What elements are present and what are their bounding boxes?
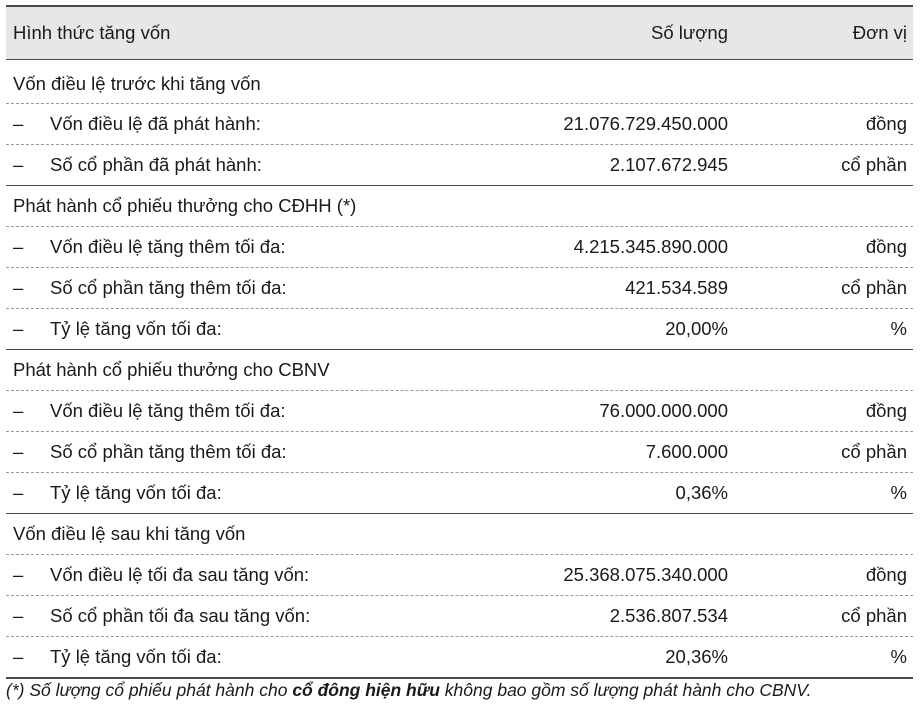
- row-quantity: 76.000.000.000: [599, 400, 728, 421]
- row-label: Vốn điều lệ tối đa sau tăng vốn:: [50, 564, 310, 585]
- table-row: [6, 596, 913, 637]
- row-label: Số cổ phần đã phát hành:: [50, 154, 262, 175]
- row-unit: %: [890, 482, 907, 503]
- table-row: [6, 432, 913, 473]
- row-unit: %: [890, 318, 907, 339]
- row-dash: –: [13, 318, 24, 339]
- row-dash: –: [13, 400, 24, 421]
- row-unit: cổ phần: [841, 441, 907, 462]
- header-form: Hình thức tăng vốn: [13, 22, 171, 43]
- row-unit: đồng: [865, 236, 907, 257]
- row-label: Số cổ phần tăng thêm tối đa:: [50, 277, 287, 298]
- row-quantity: 2.536.807.534: [609, 605, 728, 626]
- row-quantity: 20,36%: [665, 646, 728, 667]
- row-quantity: 25.368.075.340.000: [563, 564, 728, 585]
- table-row: [6, 104, 913, 145]
- footnote: [6, 680, 812, 701]
- row-label: Vốn điều lệ đã phát hành:: [50, 113, 261, 134]
- row-label: Tỷ lệ tăng vốn tối đa:: [50, 318, 222, 339]
- footnote-text-start: (*) Số lượng cổ phiếu phát hành cho: [6, 680, 293, 700]
- row-quantity: 4.215.345.890.000: [573, 236, 728, 257]
- row-label: Số cổ phần tối đa sau tăng vốn:: [50, 605, 311, 626]
- section-title: Vốn điều lệ trước khi tăng vốn: [6, 60, 913, 104]
- row-label: Tỷ lệ tăng vốn tối đa:: [50, 646, 222, 667]
- row-unit: đồng: [865, 400, 907, 421]
- row-dash: –: [13, 441, 24, 462]
- row-dash: –: [13, 236, 24, 257]
- row-label: Số cổ phần tăng thêm tối đa:: [50, 441, 287, 462]
- row-dash: –: [13, 605, 24, 626]
- row-quantity: 0,36%: [675, 482, 728, 503]
- row-quantity: 2.107.672.945: [609, 154, 728, 175]
- table-row: [6, 309, 913, 350]
- row-unit: đồng: [865, 113, 907, 134]
- footnote-text-end: không bao gồm số lượng phát hành cho CBNV.: [439, 680, 812, 700]
- table-row: [6, 473, 913, 514]
- row-dash: –: [13, 564, 24, 585]
- header-unit: Đơn vị: [852, 22, 907, 43]
- row-quantity: 20,00%: [665, 318, 728, 339]
- table-row: [6, 637, 913, 679]
- row-label: Tỷ lệ tăng vốn tối đa:: [50, 482, 222, 503]
- section-title: Vốn điều lệ sau khi tăng vốn: [6, 514, 913, 555]
- table-row: [6, 391, 913, 432]
- footnote-emphasis: cổ đông hiện hữu: [292, 680, 440, 700]
- row-dash: –: [13, 646, 24, 667]
- row-dash: –: [13, 482, 24, 503]
- row-unit: đồng: [865, 564, 907, 585]
- table-header: [6, 5, 913, 60]
- row-label: Vốn điều lệ tăng thêm tối đa:: [50, 400, 286, 421]
- capital-increase-table: [6, 5, 913, 679]
- row-unit: cổ phần: [841, 277, 907, 298]
- section-title: Phát hành cổ phiếu thưởng cho CBNV: [6, 350, 913, 391]
- table-row: [6, 227, 913, 268]
- header-quantity: Số lượng: [651, 22, 728, 43]
- row-dash: –: [13, 154, 24, 175]
- row-unit: %: [890, 646, 907, 667]
- row-dash: –: [13, 277, 24, 298]
- table-row: [6, 268, 913, 309]
- row-dash: –: [13, 113, 24, 134]
- row-quantity: 21.076.729.450.000: [563, 113, 728, 134]
- section-title: Phát hành cổ phiếu thưởng cho CĐHH (*): [6, 186, 913, 227]
- table-row: [6, 145, 913, 186]
- table-row: [6, 555, 913, 596]
- row-quantity: 421.534.589: [625, 277, 728, 298]
- row-label: Vốn điều lệ tăng thêm tối đa:: [50, 236, 286, 257]
- row-unit: cổ phần: [841, 154, 907, 175]
- row-quantity: 7.600.000: [645, 441, 728, 462]
- row-unit: cổ phần: [841, 605, 907, 626]
